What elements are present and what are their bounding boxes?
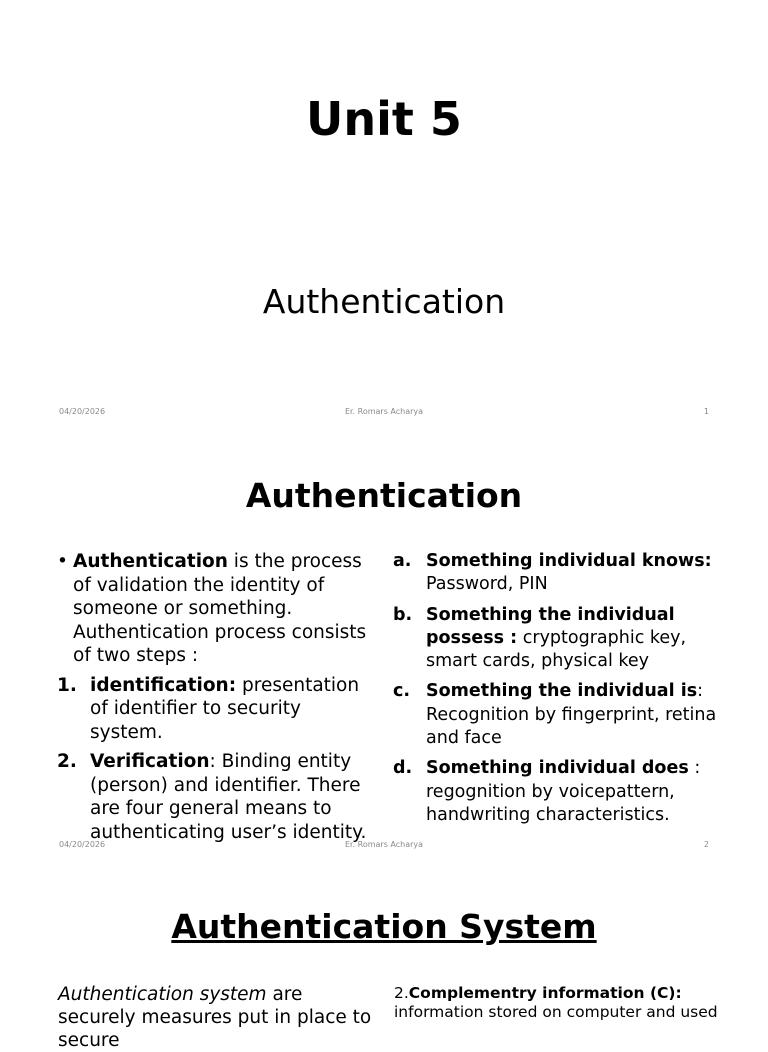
slide-title: Authentication System [171, 907, 597, 946]
description: : Binding entity (person) and identifier. There are four general means to authenticating user’s identity. [90, 751, 367, 843]
slide-footer [0, 407, 768, 419]
description: information stored on computer and used [394, 1003, 718, 1021]
list-item [57, 750, 367, 844]
description: are securely measures put in place to secure [58, 984, 372, 1051]
footer-author: Er. Romars Acharya [344, 840, 424, 849]
list-marker: 1. [57, 674, 77, 696]
slide-1 [0, 0, 768, 433]
slide-title: Unit 5 [306, 92, 462, 146]
footer-date: 04/20/2026 [59, 840, 106, 849]
list-item [393, 757, 723, 827]
description: cryptographic key, smart cards, physical key [426, 627, 687, 672]
description: Password, PIN [426, 574, 548, 595]
term: Authentication system [58, 984, 267, 1005]
list-item [393, 550, 723, 597]
left-column [58, 983, 378, 1052]
list-item [57, 550, 367, 668]
term: Authentication [73, 551, 228, 572]
term: Something individual knows: [426, 551, 712, 571]
term: Verification [90, 751, 210, 772]
list-marker: a. [393, 551, 412, 571]
list-marker: 2. [394, 984, 409, 1002]
list-item [57, 674, 367, 745]
list-item [393, 604, 723, 674]
term: Complementry information (C): [408, 984, 682, 1002]
slide-3 [0, 866, 768, 1051]
slide-number: 2 [703, 840, 709, 849]
description: : regognition by voicepattern, handwriting characteristics. [426, 758, 701, 825]
footer-author: Er. Romars Acharya [344, 407, 424, 416]
list-marker: b. [393, 604, 413, 625]
list-item [393, 680, 723, 750]
term: Something individual does [426, 758, 689, 779]
term: Something the individual is [426, 681, 698, 702]
term: Something the individual possess : [426, 604, 675, 648]
slide-footer [0, 840, 768, 852]
description: is the process of validation the identity of someone or something. Authentication process consists of two steps : [73, 551, 367, 666]
footer-date: 04/20/2026 [59, 407, 106, 416]
slide-2 [0, 433, 768, 866]
left-column [57, 550, 367, 850]
slide-number: 1 [703, 407, 709, 416]
bullet-icon: • [57, 551, 68, 572]
list-marker: c. [393, 681, 411, 702]
term: identification: [90, 674, 237, 696]
description: : Recognition by fingerprint, retina and face [426, 681, 717, 749]
list-marker: d. [393, 758, 413, 779]
list-marker: 2. [57, 751, 77, 772]
slide-title: Authentication [245, 476, 523, 515]
right-column [393, 550, 723, 834]
description: presentation of identifier to security system. [90, 674, 360, 743]
slide-subtitle: Authentication [262, 282, 506, 321]
right-column [394, 984, 724, 1022]
